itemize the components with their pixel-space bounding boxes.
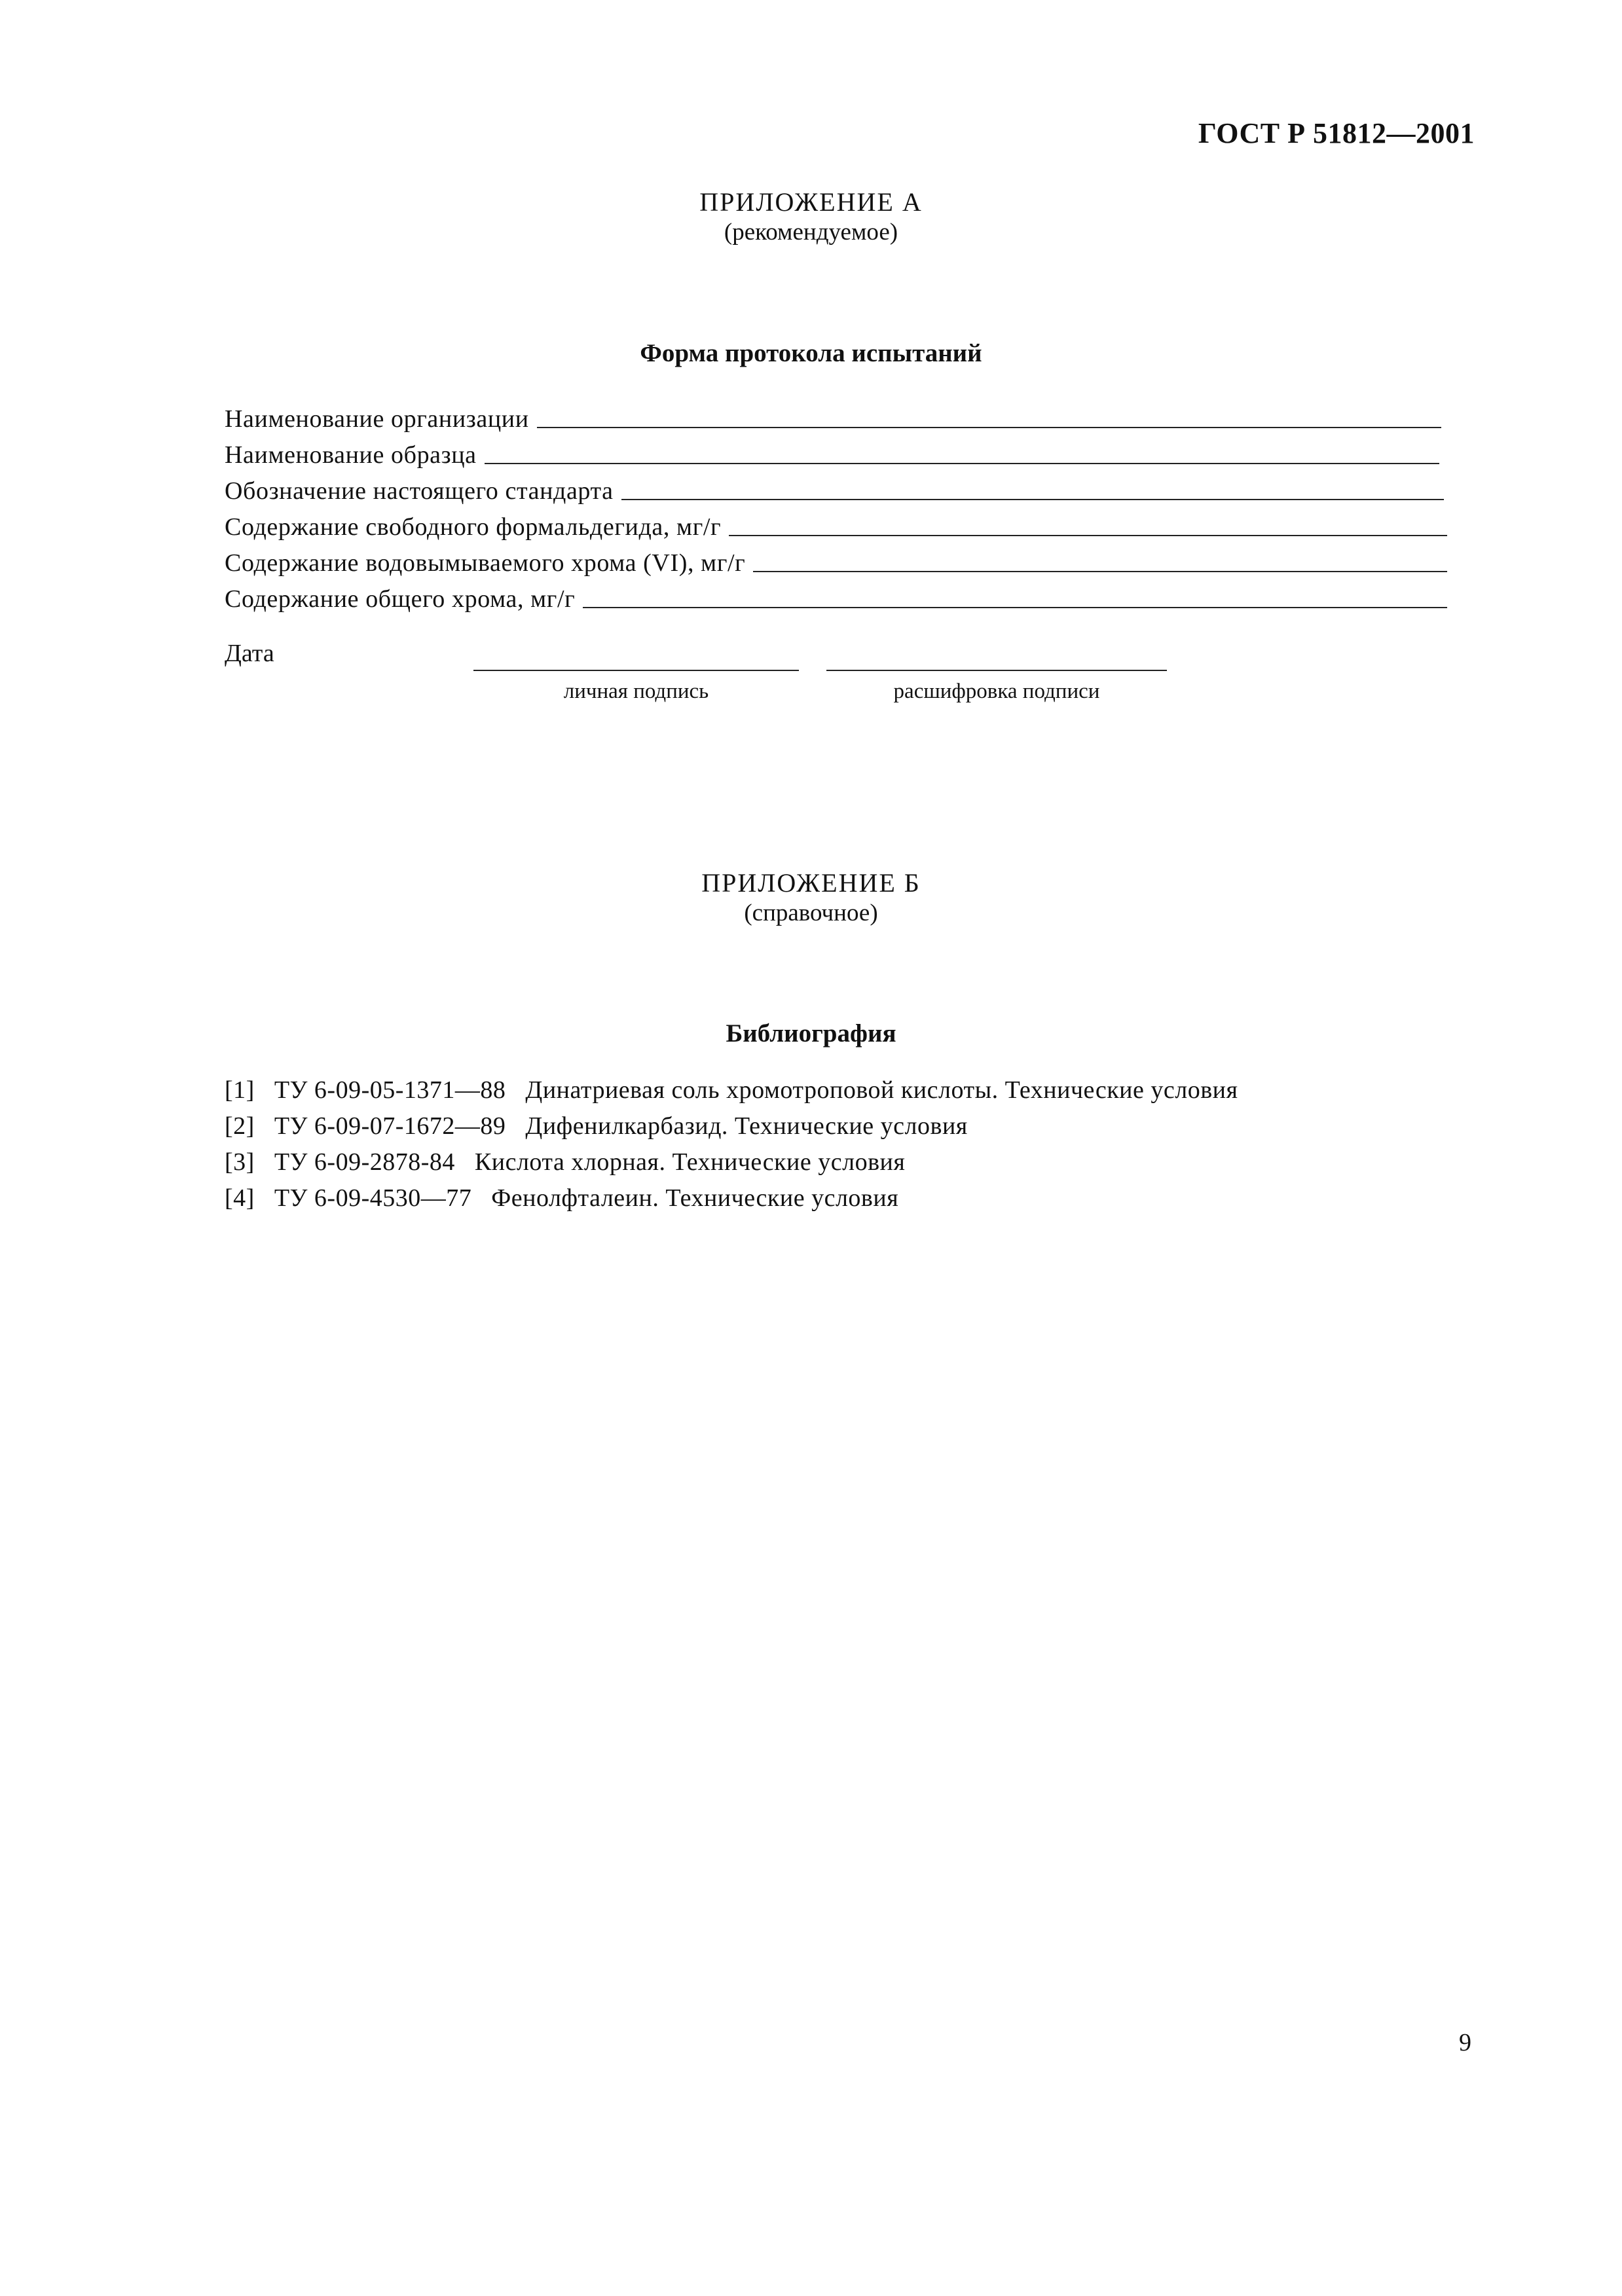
bibliography-heading: Библиография bbox=[726, 1019, 896, 1048]
bibliography-item-number: [3] bbox=[225, 1148, 255, 1176]
annex-b-title: ПРИЛОЖЕНИЕ Б bbox=[701, 868, 921, 898]
form-field-label: Обозначение настоящего стандарта bbox=[225, 477, 614, 505]
bibliography-item bbox=[225, 1076, 1238, 1104]
form-field-free-formaldehyde bbox=[225, 505, 1447, 541]
signature-caption: личная подпись bbox=[563, 680, 709, 703]
form-field-blank-line bbox=[583, 607, 1447, 608]
signature-decode-line bbox=[826, 670, 1167, 671]
bibliography-item bbox=[225, 1184, 898, 1212]
test-report-form-heading: Форма протокола испытаний bbox=[640, 339, 982, 367]
form-field-label: Наименование организации bbox=[225, 405, 529, 433]
bibliography-item bbox=[225, 1148, 905, 1176]
annex-a-subtitle: (рекомендуемое) bbox=[724, 219, 898, 246]
form-field-water-soluble-chromium bbox=[225, 541, 1447, 577]
signature-line bbox=[473, 670, 799, 671]
form-field-label: Содержание водовымываемого хрома (VI), мг/г bbox=[225, 549, 746, 577]
form-field-blank-line bbox=[729, 535, 1447, 536]
form-field-blank-line bbox=[753, 571, 1447, 572]
form-field-blank-line bbox=[537, 427, 1441, 428]
bibliography-item-number: [1] bbox=[225, 1076, 255, 1104]
bibliography-item-number: [4] bbox=[225, 1184, 255, 1212]
form-field-label: Содержание общего хрома, мг/г bbox=[225, 585, 576, 613]
form-field-organization bbox=[225, 397, 1441, 433]
bibliography-item-code: ТУ 6-09-4530—77 bbox=[274, 1184, 472, 1212]
form-field-sample-name bbox=[225, 433, 1439, 469]
bibliography-item-code: ТУ 6-09-2878-84 bbox=[274, 1148, 455, 1176]
document-code: ГОСТ Р 51812—2001 bbox=[1198, 117, 1475, 149]
signature-decode-caption: расшифровка подписи bbox=[893, 680, 1100, 703]
form-field-standard-designation bbox=[225, 469, 1444, 505]
form-field-blank-line bbox=[485, 463, 1439, 464]
form-field-label: Наименование образца bbox=[225, 441, 477, 469]
bibliography-item-number: [2] bbox=[225, 1112, 255, 1140]
page-number: 9 bbox=[1459, 2029, 1471, 2056]
bibliography-item bbox=[225, 1112, 968, 1140]
form-field-blank-line bbox=[621, 499, 1444, 500]
bibliography-item-code: ТУ 6-09-05-1371—88 bbox=[274, 1076, 506, 1104]
date-label: Дата bbox=[225, 640, 274, 667]
bibliography-item-title: Дифенилкарбазид. Технические условия bbox=[525, 1112, 968, 1140]
bibliography-item-title: Динатриевая соль хромотроповой кислоты. Технические условия bbox=[525, 1076, 1238, 1104]
bibliography-item-title: Фенолфталеин. Технические условия bbox=[491, 1184, 899, 1212]
annex-b-subtitle: (справочное) bbox=[744, 900, 878, 926]
bibliography-item-title: Кислота хлорная. Технические условия bbox=[474, 1148, 906, 1176]
form-field-label: Содержание свободного формальдегида, мг/г bbox=[225, 513, 722, 541]
annex-a-title: ПРИЛОЖЕНИЕ А bbox=[699, 187, 923, 217]
bibliography-item-code: ТУ 6-09-07-1672—89 bbox=[274, 1112, 506, 1140]
form-field-total-chromium bbox=[225, 577, 1447, 613]
